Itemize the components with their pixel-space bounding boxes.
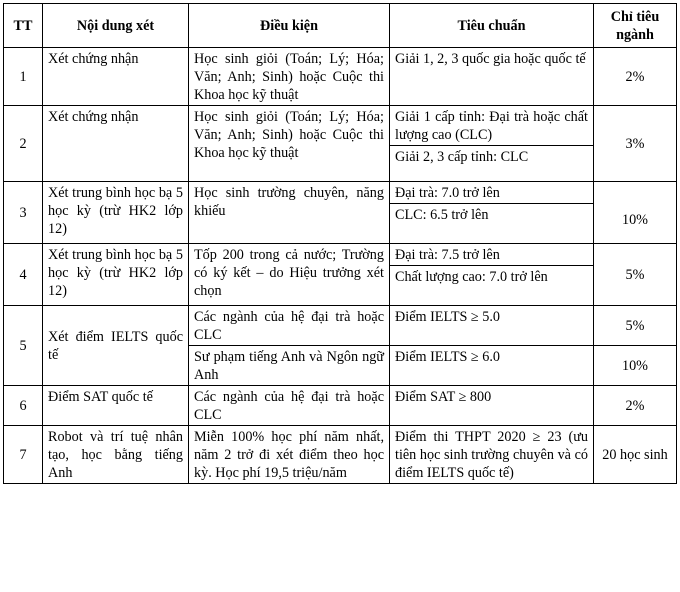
row-criteria: Giải 1 cấp tỉnh: Đại trà hoặc chất lượng cao (CLC) [390, 106, 594, 146]
row-quota: 3% [594, 106, 677, 182]
row-number: 3 [4, 182, 43, 244]
row-criteria: Đại trà: 7.5 trở lên [390, 244, 594, 266]
row-content: Xét trung bình học bạ 5 học kỳ (trừ HK2 lớp 12) [43, 244, 189, 306]
row-quota: 5% [594, 244, 677, 306]
row-criteria: Điểm IELTS ≥ 6.0 [390, 346, 594, 386]
header-content: Nội dung xét [43, 4, 189, 48]
row-quota: 2% [594, 386, 677, 426]
row-condition: Tốp 200 trong cả nước; Trường có ký kết – do Hiệu trưởng xét chọn [189, 244, 390, 306]
row-quota: 5% [594, 306, 677, 346]
header-row [4, 4, 677, 48]
row-number: 4 [4, 244, 43, 306]
row-condition: Các ngành của hệ đại trà hoặc CLC [189, 306, 390, 346]
row-criteria: Giải 2, 3 cấp tỉnh: CLC [390, 146, 594, 182]
row-number: 7 [4, 426, 43, 484]
row-content: Điểm SAT quốc tế [43, 386, 189, 426]
row-number: 5 [4, 306, 43, 386]
row-condition: Học sinh giỏi (Toán; Lý; Hóa; Văn; Anh; Sinh) hoặc Cuộc thi Khoa học kỹ thuật [189, 106, 390, 182]
header-quota: Chỉ tiêu ngành [594, 4, 677, 48]
row-number: 6 [4, 386, 43, 426]
row-criteria: Điểm SAT ≥ 800 [390, 386, 594, 426]
row-condition: Học sinh giỏi (Toán; Lý; Hóa; Văn; Anh; Sinh) hoặc Cuộc thi Khoa học kỹ thuật [189, 48, 390, 106]
row-content: Robot và trí tuệ nhân tạo, học bằng tiếng Anh [43, 426, 189, 484]
header-condition: Điều kiện [189, 4, 390, 48]
row-quota: 10% [594, 346, 677, 386]
row-content: Xét trung bình học bạ 5 học kỳ (trừ HK2 lớp 12) [43, 182, 189, 244]
row-criteria: Điểm IELTS ≥ 5.0 [390, 306, 594, 346]
row-criteria: Chất lượng cao: 7.0 trở lên [390, 266, 594, 306]
table-row [4, 106, 677, 146]
row-number: 1 [4, 48, 43, 106]
row-content: Xét điểm IELTS quốc tế [43, 306, 189, 386]
row-condition: Sư phạm tiếng Anh và Ngôn ngữ Anh [189, 346, 390, 386]
row-quota: 2% [594, 48, 677, 106]
row-condition: Các ngành của hệ đại trà hoặc CLC [189, 386, 390, 426]
admission-table [3, 3, 677, 484]
row-condition: Học sinh trường chuyên, năng khiếu [189, 182, 390, 244]
table-row [4, 182, 677, 204]
row-condition: Miễn 100% học phí năm nhất, năm 2 trở đi xét điểm theo học kỳ. Học phí 19,5 triệu/năm [189, 426, 390, 484]
table-row [4, 48, 677, 106]
table-row [4, 244, 677, 266]
row-criteria: Đại trà: 7.0 trở lên [390, 182, 594, 204]
row-quota: 10% [594, 182, 677, 244]
table-row [4, 426, 677, 484]
table-row [4, 386, 677, 426]
header-tt: TT [4, 4, 43, 48]
row-criteria: CLC: 6.5 trở lên [390, 204, 594, 244]
table-row [4, 306, 677, 346]
row-content: Xét chứng nhận [43, 106, 189, 182]
row-content: Xét chứng nhận [43, 48, 189, 106]
row-criteria: Điểm thi THPT 2020 ≥ 23 (ưu tiên học sinh trường chuyên và có điểm IELTS quốc tế) [390, 426, 594, 484]
row-quota: 20 học sinh [594, 426, 677, 484]
row-number: 2 [4, 106, 43, 182]
row-criteria: Giải 1, 2, 3 quốc gia hoặc quốc tế [390, 48, 594, 106]
header-criteria: Tiêu chuẩn [390, 4, 594, 48]
